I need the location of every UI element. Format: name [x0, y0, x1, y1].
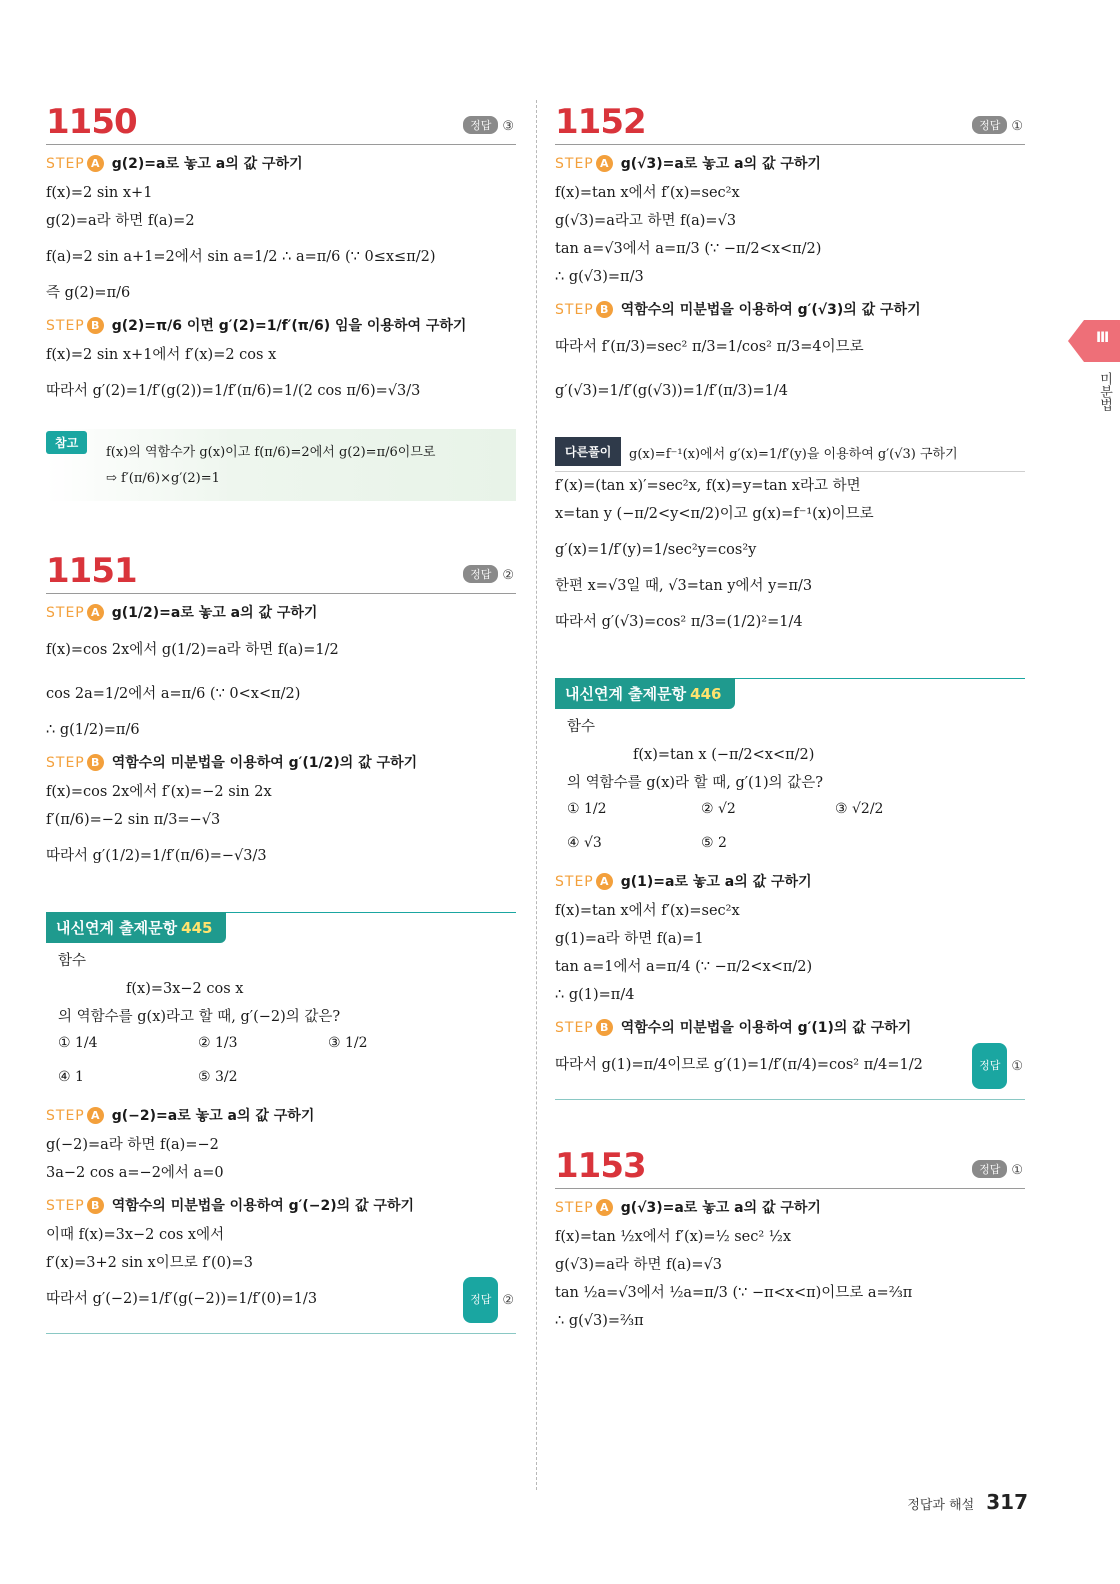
solution-line: tan a=1에서 a=π/4 (∵ −π/2<x<π/2) — [555, 959, 813, 975]
step-label: STEP — [46, 1198, 85, 1214]
question-line: 의 역함수를 g(x)라고 할 때, g′(−2)의 값은? — [58, 1009, 341, 1025]
solution-line: 따라서 g′(1/2)=1/f′(π/6)=−√3/3 — [46, 848, 267, 864]
solution-line: g(√3)=a라 하면 f(a)=√3 — [555, 1257, 723, 1273]
step-title: g(−2)=a로 놓고 a의 값 구하기 — [111, 1108, 315, 1124]
right-column — [555, 96, 1025, 1335]
answer — [972, 1043, 1023, 1089]
step-a-heading — [46, 1105, 516, 1131]
step-label: STEP — [46, 605, 85, 621]
alternative-solution-header — [555, 431, 1025, 472]
solution-text: 따라서 g(1)=π/4이므로 g′(1)=1/f′(π/4)=cos² π/4=1/2 — [555, 1057, 923, 1073]
choices — [58, 1031, 516, 1097]
solution-text: 따라서 g′(−2)=1/f′(g(−2))=1/f′(0)=1/3 — [46, 1291, 318, 1307]
linked-problem-number: 445 — [181, 919, 213, 937]
step-label: STEP — [555, 156, 594, 172]
chapter-label: 미분법 — [1097, 372, 1112, 411]
note-line: f(x)의 역함수가 g(x)이고 f(π/6)=2에서 g(2)=π/6이므로 — [106, 445, 436, 460]
problem-1150 — [46, 96, 516, 501]
step-a-heading — [46, 153, 516, 179]
problem-number: 1150 — [46, 102, 137, 142]
step-title: g(1)=a로 놓고 a의 값 구하기 — [620, 874, 812, 890]
answer-badge: 정답 — [463, 1277, 498, 1323]
answer-badge: 정답 — [972, 1043, 1007, 1089]
problem-number: 1153 — [555, 1146, 646, 1186]
question-line: 함수 — [567, 719, 596, 735]
page-number: 317 — [986, 1490, 1028, 1514]
question-formula: f(x)=tan x (−π/2<x<π/2) — [633, 747, 815, 763]
step-b-heading — [555, 1017, 1025, 1043]
answer-value: ② — [502, 1292, 514, 1307]
solution-line: tan a=√3에서 a=π/3 (∵ −π/2<x<π/2) — [555, 241, 822, 257]
problem-number: 1152 — [555, 102, 646, 142]
step-b-heading — [46, 1195, 516, 1221]
problem-header — [46, 96, 516, 145]
problem-1151 — [46, 545, 516, 878]
solution-line: 한편 x=√3일 때, √3=tan y에서 y=π/3 — [555, 578, 813, 594]
choice-1[interactable]: ① 1/2 — [567, 801, 607, 817]
step-letter: B — [596, 301, 613, 318]
problem-header — [555, 1140, 1025, 1189]
step-label: STEP — [555, 302, 594, 318]
solution-line: g(−2)=a라 하면 f(a)=−2 — [46, 1137, 219, 1153]
solution-line: 따라서 g′(2)=1/f′(g(2))=1/f′(π/6)=1/(2 cos π/6)=√3/3 — [46, 383, 421, 399]
step-title: g(2)=π/6 이면 g′(2)=1/f′(π/6) 임을 이용하여 구하기 — [111, 318, 467, 334]
problem-1153 — [555, 1140, 1025, 1335]
step-b-heading — [46, 752, 516, 778]
choice-3[interactable]: ③ 1/2 — [328, 1035, 368, 1051]
step-title: g(√3)=a로 놓고 a의 값 구하기 — [620, 1200, 821, 1216]
solution-line: 3a−2 cos a=−2에서 a=0 — [46, 1165, 224, 1181]
solution-line: 이때 f(x)=3x−2 cos x에서 — [46, 1227, 225, 1243]
linked-problem-title — [555, 678, 735, 709]
linked-problem-446 — [555, 678, 1025, 1100]
problem-number: 1151 — [46, 551, 137, 591]
step-letter: A — [87, 155, 104, 172]
answer — [972, 1160, 1023, 1178]
solution-line: g(1)=a라 하면 f(a)=1 — [555, 931, 704, 947]
answer — [463, 1277, 514, 1323]
solution-line: 즉 g(2)=π/6 — [46, 285, 131, 301]
step-label: STEP — [46, 755, 85, 771]
solution-line: tan ½a=√3에서 ½a=π/3 (∵ −π<x<π)이므로 a=⅔π — [555, 1285, 913, 1301]
step-label: STEP — [46, 1108, 85, 1124]
solution-line: ∴ g(√3)=π/3 — [555, 269, 644, 285]
answer — [463, 565, 514, 583]
step-label: STEP — [46, 318, 85, 334]
question-line: 의 역함수를 g(x)라 할 때, g′(1)의 값은? — [567, 775, 824, 791]
solution-line: f(x)=tan ½x에서 f′(x)=½ sec² ½x — [555, 1229, 792, 1245]
note-line: ⇨ f′(π/6)×g′(2)=1 — [106, 471, 220, 486]
linked-problem-header — [46, 912, 516, 947]
alternative-title: g(x)=f⁻¹(x)에서 g′(x)=1/f′(y)을 이용하여 g′(√3) 구하기 — [629, 447, 958, 462]
linked-problem-title — [46, 912, 226, 943]
choice-5[interactable]: ⑤ 3/2 — [198, 1069, 238, 1085]
solution-line: f(x)=2 sin x+1 — [46, 185, 153, 201]
solution-line: ∴ g(1/2)=π/6 — [46, 722, 140, 738]
solution-line: f(x)=tan x에서 f′(x)=sec²x — [555, 185, 740, 201]
answer-badge: 정답 — [463, 565, 498, 583]
step-a-heading — [555, 1197, 1025, 1223]
linked-title-text: 내신연계 출제문항 — [56, 919, 178, 937]
solution-line: f(x)=tan x에서 f′(x)=sec²x — [555, 903, 740, 919]
left-column — [46, 96, 516, 1334]
chapter-tab-letter: Ⅲ — [1096, 330, 1110, 346]
solution-line: g′(x)=1/f′(y)=1/sec²y=cos²y — [555, 542, 757, 558]
note-label: 참고 — [46, 431, 87, 454]
step-letter: B — [87, 317, 104, 334]
answer-value: ① — [1011, 118, 1023, 133]
solution-line: f′(π/6)=−2 sin π/3=−√3 — [46, 812, 221, 828]
step-label: STEP — [555, 1020, 594, 1036]
step-letter: B — [87, 754, 104, 771]
section-end-rule — [46, 1333, 516, 1334]
answer-badge: 정답 — [972, 1160, 1007, 1178]
step-b-heading — [555, 299, 1025, 325]
problem-1152 — [555, 96, 1025, 644]
solution-line: ∴ g(√3)=⅔π — [555, 1313, 644, 1329]
solution-line: 따라서 f′(π/3)=sec² π/3=1/cos² π/3=4이므로 — [555, 339, 864, 355]
step-title: 역함수의 미분법을 이용하여 g′(1/2)의 값 구하기 — [111, 755, 418, 771]
answer-value: ② — [502, 567, 514, 582]
question-formula: f(x)=3x−2 cos x — [126, 981, 244, 997]
choice-5[interactable]: ⑤ 2 — [701, 835, 727, 851]
answer-badge: 정답 — [972, 116, 1007, 134]
step-title: g(√3)=a로 놓고 a의 값 구하기 — [620, 156, 821, 172]
choice-4[interactable]: ④ √3 — [567, 835, 602, 851]
solution-line: f′(x)=3+2 sin x이므로 f′(0)=3 — [46, 1255, 253, 1271]
footer-label: 정답과 해설 — [907, 1498, 975, 1513]
solution-line: g′(√3)=1/f′(g(√3))=1/f′(π/3)=1/4 — [555, 383, 789, 399]
solution-line: g(2)=a라 하면 f(a)=2 — [46, 213, 195, 229]
linked-title-text: 내신연계 출제문항 — [565, 685, 687, 703]
step-letter: B — [596, 1019, 613, 1036]
solution-line — [46, 1277, 516, 1321]
linked-problem-header — [555, 678, 1025, 713]
answer-value: ① — [1011, 1162, 1023, 1177]
solution-line: f(a)=2 sin a+1=2에서 sin a=1/2 ∴ a=π/6 (∵ 0≤x≤π/2) — [46, 249, 436, 265]
problem-header — [46, 545, 516, 594]
solution-line: g(√3)=a라고 하면 f(a)=√3 — [555, 213, 737, 229]
page-footer — [907, 1490, 1028, 1514]
reference-note — [46, 429, 516, 501]
step-label: STEP — [46, 156, 85, 172]
step-label: STEP — [555, 874, 594, 890]
step-title: 역함수의 미분법을 이용하여 g′(−2)의 값 구하기 — [111, 1198, 414, 1214]
step-letter: B — [87, 1197, 104, 1214]
choice-3[interactable]: ③ √2/2 — [835, 801, 884, 817]
step-letter: A — [596, 873, 613, 890]
answer — [972, 116, 1023, 134]
step-title: 역함수의 미분법을 이용하여 g′(1)의 값 구하기 — [620, 1020, 912, 1036]
step-label: STEP — [555, 1200, 594, 1216]
problem-header — [555, 96, 1025, 145]
step-a-heading — [46, 602, 516, 628]
solution-line: f(x)=cos 2x에서 g(1/2)=a라 하면 f(a)=1/2 — [46, 642, 339, 658]
linked-problem-number: 446 — [690, 685, 722, 703]
choices — [567, 797, 1025, 863]
solution-line: x=tan y (−π/2<y<π/2)이고 g(x)=f⁻¹(x)이므로 — [555, 506, 874, 522]
column-divider — [536, 100, 537, 1490]
step-b-heading — [46, 315, 516, 341]
linked-problem-445 — [46, 912, 516, 1334]
solution-line: ∴ g(1)=π/4 — [555, 987, 635, 1003]
question-line: 함수 — [58, 953, 87, 969]
step-a-heading — [555, 153, 1025, 179]
choice-1[interactable]: ① 1/4 — [58, 1035, 98, 1051]
section-end-rule — [555, 1099, 1025, 1100]
step-letter: A — [87, 1107, 104, 1124]
answer-value: ① — [1011, 1058, 1023, 1073]
solution-line — [555, 1043, 1025, 1087]
step-title: g(1/2)=a로 놓고 a의 값 구하기 — [111, 605, 318, 621]
answer-value: ③ — [502, 118, 514, 133]
choice-2[interactable]: ② 1/3 — [198, 1035, 238, 1051]
choice-4[interactable]: ④ 1 — [58, 1069, 84, 1085]
step-letter: A — [596, 155, 613, 172]
answer-badge: 정답 — [463, 116, 498, 134]
step-a-heading — [555, 871, 1025, 897]
step-title: 역함수의 미분법을 이용하여 g′(√3)의 값 구하기 — [620, 302, 921, 318]
solution-line: f(x)=cos 2x에서 f′(x)=−2 sin 2x — [46, 784, 272, 800]
chapter-tab[interactable] — [1084, 320, 1120, 362]
solution-line: 따라서 g′(√3)=cos² π/3=(1/2)²=1/4 — [555, 614, 803, 630]
solution-line: f(x)=2 sin x+1에서 f′(x)=2 cos x — [46, 347, 277, 363]
choice-2[interactable]: ② √2 — [701, 801, 736, 817]
alternative-label: 다른풀이 — [555, 437, 621, 466]
step-letter: A — [87, 604, 104, 621]
answer — [463, 116, 514, 134]
solution-line: cos 2a=1/2에서 a=π/6 (∵ 0<x<π/2) — [46, 686, 301, 702]
solution-line: f′(x)=(tan x)′=sec²x, f(x)=y=tan x라고 하면 — [555, 478, 861, 494]
step-title: g(2)=a로 놓고 a의 값 구하기 — [111, 156, 303, 172]
step-letter: A — [596, 1199, 613, 1216]
